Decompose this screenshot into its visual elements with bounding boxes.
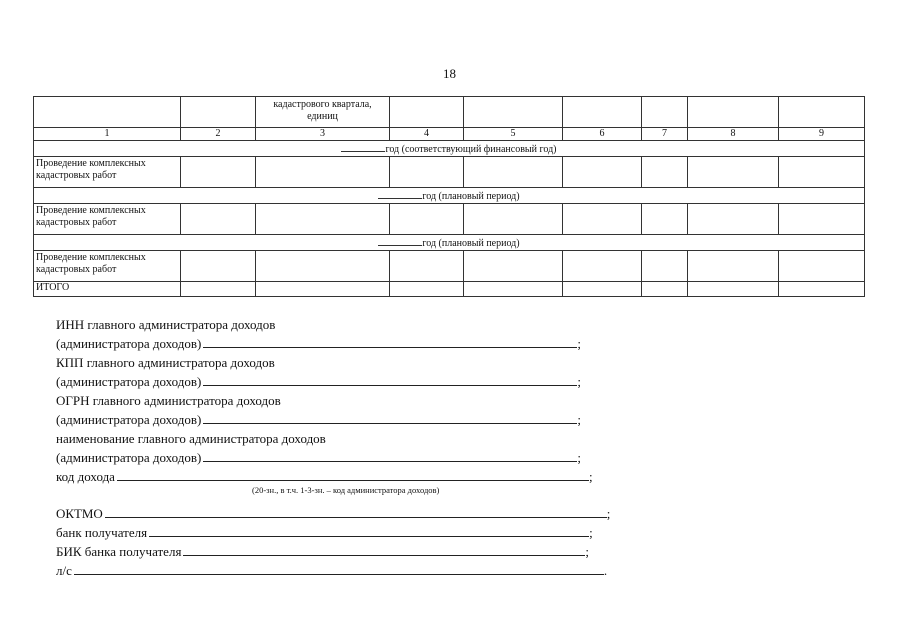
admin-name-field[interactable] xyxy=(203,448,577,462)
column-number: 3 xyxy=(256,128,390,141)
table-cell xyxy=(34,97,181,128)
table-cell xyxy=(779,97,865,128)
table-cell xyxy=(563,282,642,297)
period-cell xyxy=(34,141,865,157)
table-cell xyxy=(390,282,464,297)
account-label: л/с xyxy=(56,563,72,578)
row-label: Проведение комплексных кадастровых работ xyxy=(34,157,181,188)
period-label: год (плановый период) xyxy=(422,191,520,202)
table-cell xyxy=(464,251,563,282)
form-table xyxy=(33,96,865,297)
table-cell xyxy=(688,157,779,188)
table-cell xyxy=(464,97,563,128)
column-number: 7 xyxy=(642,128,688,141)
semicolon: ; xyxy=(589,525,593,540)
semicolon: ; xyxy=(577,374,582,389)
period-label: год (плановый период) xyxy=(422,238,520,249)
table-cell xyxy=(779,251,865,282)
admin-name-label-cont: (администратора доходов) xyxy=(56,450,202,465)
income-code-label: код дохода xyxy=(56,469,115,484)
period-row xyxy=(34,188,865,204)
table-cell xyxy=(779,204,865,235)
table-cell xyxy=(181,282,256,297)
table-cell xyxy=(181,97,256,128)
kpp-label-cont: (администратора доходов) xyxy=(56,374,202,389)
semicolon: ; xyxy=(585,544,590,559)
column-number: 5 xyxy=(464,128,563,141)
inn-label: ИНН главного администратора доходов xyxy=(56,317,276,332)
table-cell xyxy=(464,204,563,235)
table-cell xyxy=(779,157,865,188)
year-blank xyxy=(341,141,385,152)
table-header-row xyxy=(34,97,865,128)
column-number: 4 xyxy=(390,128,464,141)
table-cell xyxy=(464,157,563,188)
column-number-row xyxy=(34,128,865,141)
admin-name-label: наименование главного администратора доходов xyxy=(56,431,326,446)
header-cell-cadastral: кадастрового квартала, единиц xyxy=(256,97,390,128)
table-cell xyxy=(688,97,779,128)
table-cell xyxy=(688,204,779,235)
table-row xyxy=(34,157,865,188)
column-number: 2 xyxy=(181,128,256,141)
table-cell xyxy=(563,157,642,188)
table-cell xyxy=(256,204,390,235)
table-cell xyxy=(390,204,464,235)
kpp-label: КПП главного администратора доходов xyxy=(56,355,275,370)
year-blank xyxy=(378,235,422,246)
period-cell xyxy=(34,235,865,251)
period-row xyxy=(34,235,865,251)
bank-label: банк получателя xyxy=(56,525,148,540)
table-cell xyxy=(181,204,256,235)
semicolon: ; xyxy=(588,469,593,484)
column-number: 6 xyxy=(563,128,642,141)
row-label: Проведение комплексных кадастровых работ xyxy=(34,204,181,235)
table-cell xyxy=(181,251,256,282)
inn-label-cont: (администратора доходов) xyxy=(56,336,202,351)
column-number: 9 xyxy=(779,128,865,141)
table-cell xyxy=(256,251,390,282)
column-number: 8 xyxy=(688,128,779,141)
table-cell xyxy=(464,282,563,297)
table-cell xyxy=(390,251,464,282)
row-label: Проведение комплексных кадастровых работ xyxy=(34,251,181,282)
income-code-field[interactable] xyxy=(117,467,589,481)
period-label: год (соответствующий финансовый год) xyxy=(385,144,557,155)
table-cell xyxy=(779,282,865,297)
payment-requisites xyxy=(56,315,610,580)
inn-field[interactable] xyxy=(203,334,577,348)
oktmo-field[interactable] xyxy=(105,504,607,518)
table-cell xyxy=(256,282,390,297)
period-cell xyxy=(34,188,865,204)
table-cell xyxy=(688,282,779,297)
table-cell xyxy=(563,97,642,128)
table-cell xyxy=(256,157,390,188)
semicolon: ; xyxy=(577,336,582,351)
table-cell xyxy=(181,157,256,188)
table-cell xyxy=(563,204,642,235)
ogrn-label-cont: (администратора доходов) xyxy=(56,412,202,427)
table-cell xyxy=(390,157,464,188)
period-row xyxy=(34,141,865,157)
total-row xyxy=(34,282,865,297)
bank-field[interactable] xyxy=(149,523,589,537)
table-cell xyxy=(563,251,642,282)
bik-field[interactable] xyxy=(183,542,585,556)
table-cell xyxy=(642,157,688,188)
table-cell xyxy=(642,251,688,282)
table-cell xyxy=(642,97,688,128)
total-label: ИТОГО xyxy=(34,282,181,297)
oktmo-label: ОКТМО xyxy=(56,506,103,521)
kpp-field[interactable] xyxy=(203,372,577,386)
page-number: 18 xyxy=(443,66,456,81)
semicolon: ; xyxy=(577,450,582,465)
table-cell xyxy=(642,282,688,297)
table-cell xyxy=(642,204,688,235)
table-row xyxy=(34,204,865,235)
semicolon: ; xyxy=(606,506,611,521)
income-code-hint: (20-зн., в т.ч. 1-3-зн. – код администратора доходов) xyxy=(252,485,440,495)
ogrn-label: ОГРН главного администратора доходов xyxy=(56,393,281,408)
account-field[interactable] xyxy=(74,561,604,575)
semicolon: ; xyxy=(577,412,582,427)
table-cell xyxy=(390,97,464,128)
table-row xyxy=(34,251,865,282)
ogrn-field[interactable] xyxy=(203,410,577,424)
year-blank xyxy=(378,188,422,199)
bik-label: БИК банка получателя xyxy=(56,544,182,559)
period-mark: . xyxy=(603,563,608,578)
column-number: 1 xyxy=(34,128,181,141)
table-cell xyxy=(688,251,779,282)
